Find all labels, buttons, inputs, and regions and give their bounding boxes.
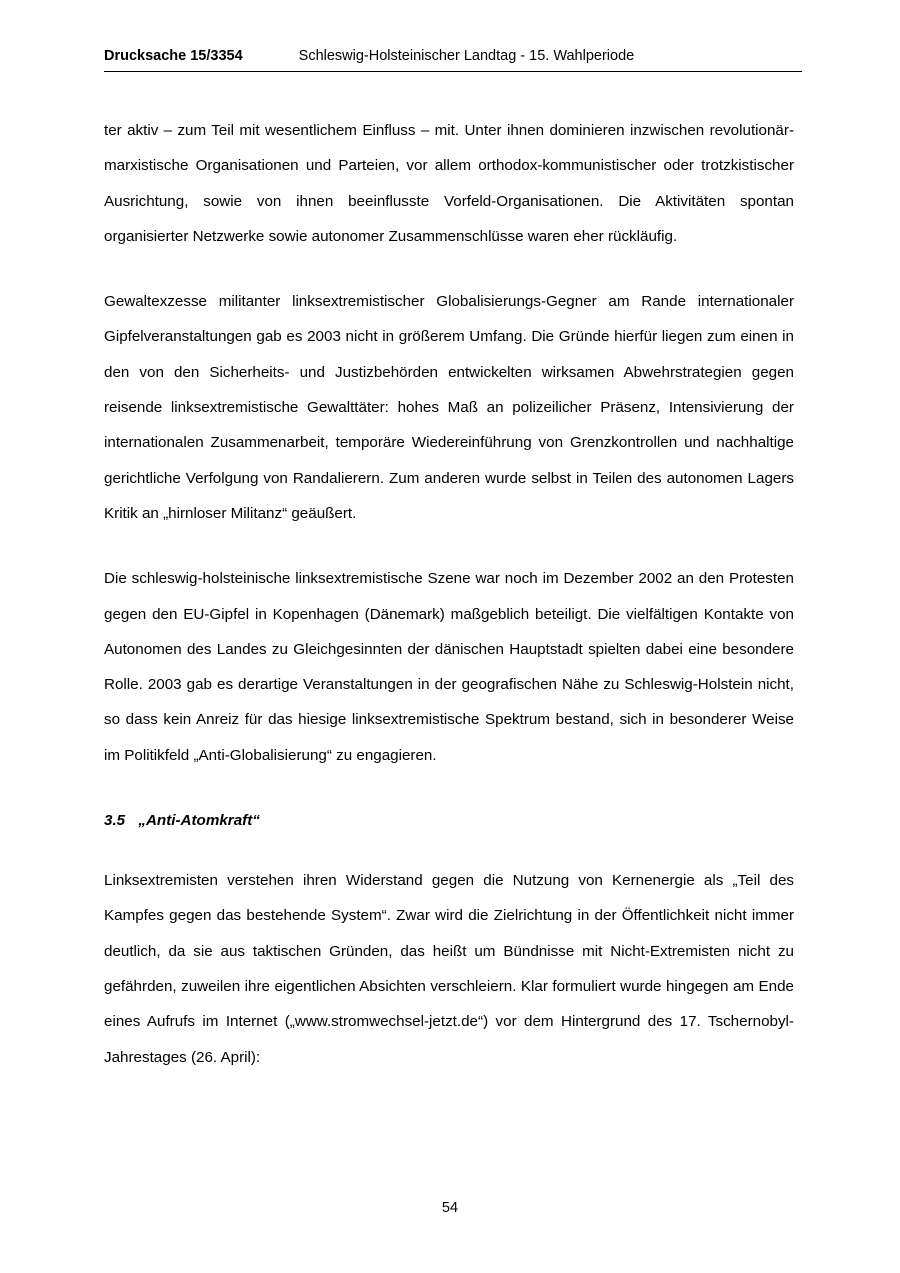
paragraph-1: ter aktiv – zum Teil mit wesentlichem Einfluss – mit. Unter ihnen dominieren inzwischen revolutionär-marxistische Organisationen und Parteien, vor allem orthodox-kommunistischer oder trotzkistischer Ausrichtung, sowie von ihnen beeinflusste Vorfeld-Organisationen. Die Aktivitäten spontan organisierter Netzwerke sowie autonomer Zusammenschlüsse waren eher rückläufig. [104, 122, 794, 245]
section-heading [104, 809, 794, 833]
header-title: Schleswig-Holsteinischer Landtag - 15. Wahlperiode [298, 48, 635, 64]
document-body [104, 113, 794, 1075]
paragraph-2: Gewaltexzesse militanter linksextremistischer Globalisierungs-Gegner am Rande internationaler Gipfelveranstaltungen gab es 2003 nicht in größerem Umfang. Die Gründe hierfür liegen zum einen in den von den Sicherheits- und Justizbehörden entwickelten wirksamen Abwehrstrategien gegen reisende linksextremistische Gewalttäter: hohes Maß an polizeilicher Präsenz, Intensivierung der internationalen Zusammenarbeit, temporäre Wiedereinführung von Grenzkontrollen und nachhaltige gerichtliche Verfolgung von Randalierern. Zum anderen wurde selbst in Teilen des autonomen Lagers Kritik an „hirnloser Militanz“ geäußert. [104, 293, 794, 522]
section-title: „Anti-Atomkraft“ [138, 812, 260, 830]
section-number: 3.5 [104, 812, 126, 830]
page-number: 54 [441, 1200, 459, 1216]
page-header [104, 48, 802, 72]
paragraph-3: Die schleswig-holsteinische linksextremistische Szene war noch im Dezember 2002 an den Protesten gegen den EU-Gipfel in Kopenhagen (Dänemark) maßgeblich beteiligt. Die vielfältigen Kontakte von Autonomen des Landes zu Gleichgesinnten der dänischen Hauptstadt spielten dabei eine besondere Rolle. 2003 gab es derartige Veranstaltungen in der geografischen Nähe zu Schleswig-Holstein nicht, so dass kein Anreiz für das hiesige linksextremistische Spektrum bestand, sich in besonderer Weise im Politikfeld „Anti-Globalisierung“ zu engagieren. [104, 570, 794, 764]
header-drucksache: Drucksache 15/3354 [104, 48, 243, 64]
paragraph-4: Linksextremisten verstehen ihren Widerstand gegen die Nutzung von Kernenergie als „Teil des Kampfes gegen das bestehende System“. Zwar wird die Zielrichtung in der Öffentlichkeit nicht immer deutlich, da sie aus taktischen Gründen, das heißt um Bündnisse mit Nicht-Extremisten nicht zu gefährden, zuweilen ihre eigentlichen Absichten verschleiern. Klar formuliert wurde hingegen am Ende eines Aufrufs im Internet („www.stromwechsel-jetzt.de“) vor dem Hintergrund des 17. Tschernobyl-Jahrestages (26. April): [104, 872, 794, 1066]
